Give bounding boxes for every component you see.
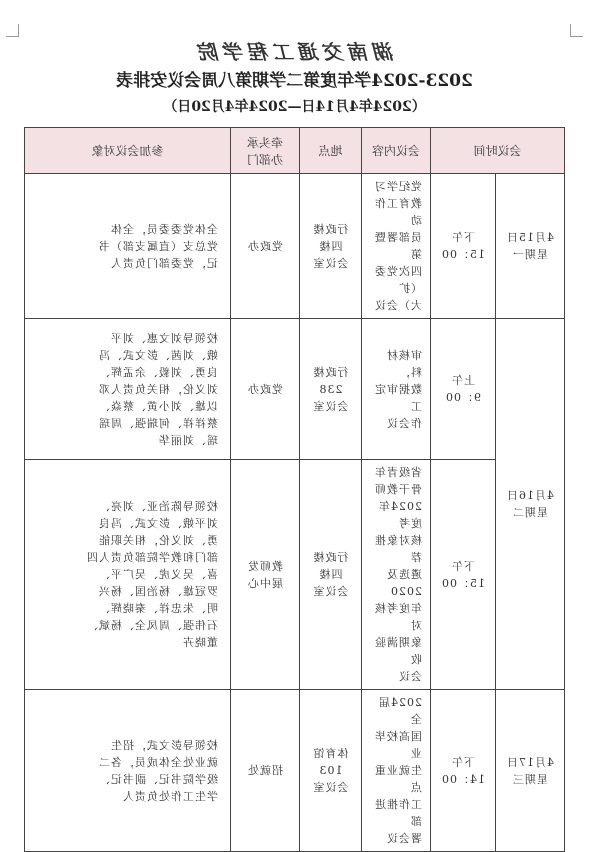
- cell-lead: 招就处: [230, 690, 299, 852]
- cell-content: 党纪学习 教育工作动 员部署暨第 四次党委（扩 大）会议: [361, 174, 430, 319]
- cell-place: 体育馆 103 会议室: [299, 690, 361, 852]
- table-row: [24, 460, 564, 690]
- cell-time: 下午 15：00: [430, 174, 495, 319]
- cell-day: 4月15日 星期一: [496, 174, 565, 319]
- cell-time: 下午 14：00: [430, 690, 495, 852]
- cell-lead: 党政办: [230, 174, 299, 319]
- cell-content: 审核材料， 数据审定工 作会议: [361, 319, 430, 460]
- cell-time: 上午 9：00: [430, 319, 495, 460]
- cell-content: 2024届全 国高校毕业 生就业重点 工作推进部 署会议: [361, 690, 430, 852]
- cell-day: 4月17日 星期三: [496, 690, 565, 852]
- cell-lead: 党政办: [230, 319, 299, 460]
- cell-lead: 教师发 展中心: [230, 460, 299, 690]
- cell-attendees: 全体党委委员，全体 党总支（直属支部）书 记，党委部门负责人: [24, 174, 230, 319]
- table-row: [24, 174, 564, 319]
- table-header-row: [24, 128, 564, 174]
- table-row: [24, 319, 564, 460]
- cell-place: 行政楼 四楼 会议室: [299, 174, 361, 319]
- cell-day: 4月16日 星期二: [496, 319, 565, 690]
- cell-place: 行政楼 四楼 会议室: [299, 460, 361, 690]
- meeting-schedule-table: [24, 127, 565, 852]
- cell-content: 省级青年 骨干教师 2024年度考 核对象推荐 遴选及2020 年度考核对 象期满验收 会议: [361, 460, 430, 690]
- cell-attendees: 校领导彭文武，招生 就业处全体成员，各二 级学院书记、副书记、 学生工作处负责人: [24, 690, 230, 852]
- school-name: 湖南交通工程学院: [194, 40, 395, 64]
- col-header-place: 地点: [299, 128, 361, 174]
- cell-attendees: 校领导刘文惠、刘平 娥、刘茜、彭文武、冯 良勇、刘毅、余孟辉、 刘义伦，相关负责人邓 以雄、刘小黄、蔡焱、 蔡祥祥、何瑞强、周瑶 瑶、刘丽华: [24, 319, 230, 460]
- cell-attendees: 校领导陈治亚、刘亮、 刘平娥、彭文武、冯良 勇、刘义伦，相关职能 部门和教学院部负责人四 喜、吴义虎、吴广平、 罗冠雄、杨治国、杨兴 明、朱忠祥、秦晓辉、 石伟强、周凤全、杨斌、 董晓卉: [24, 460, 230, 690]
- date-range: （2024年4月14日—2024年4月20日）: [163, 99, 426, 115]
- col-header-attendees: 参加会议对象: [24, 128, 230, 174]
- col-header-time: 会议时间: [430, 128, 564, 174]
- cell-place: 行政楼 238 会议室: [299, 319, 361, 460]
- cell-time: 下午 15：00: [430, 460, 495, 690]
- col-header-lead: 牵头承 办部门: [230, 128, 299, 174]
- document-title: 2023-2024学年度第二学期第八周会议安排表: [116, 71, 473, 91]
- col-header-content: 会议内容: [361, 128, 430, 174]
- table-row: [24, 690, 564, 852]
